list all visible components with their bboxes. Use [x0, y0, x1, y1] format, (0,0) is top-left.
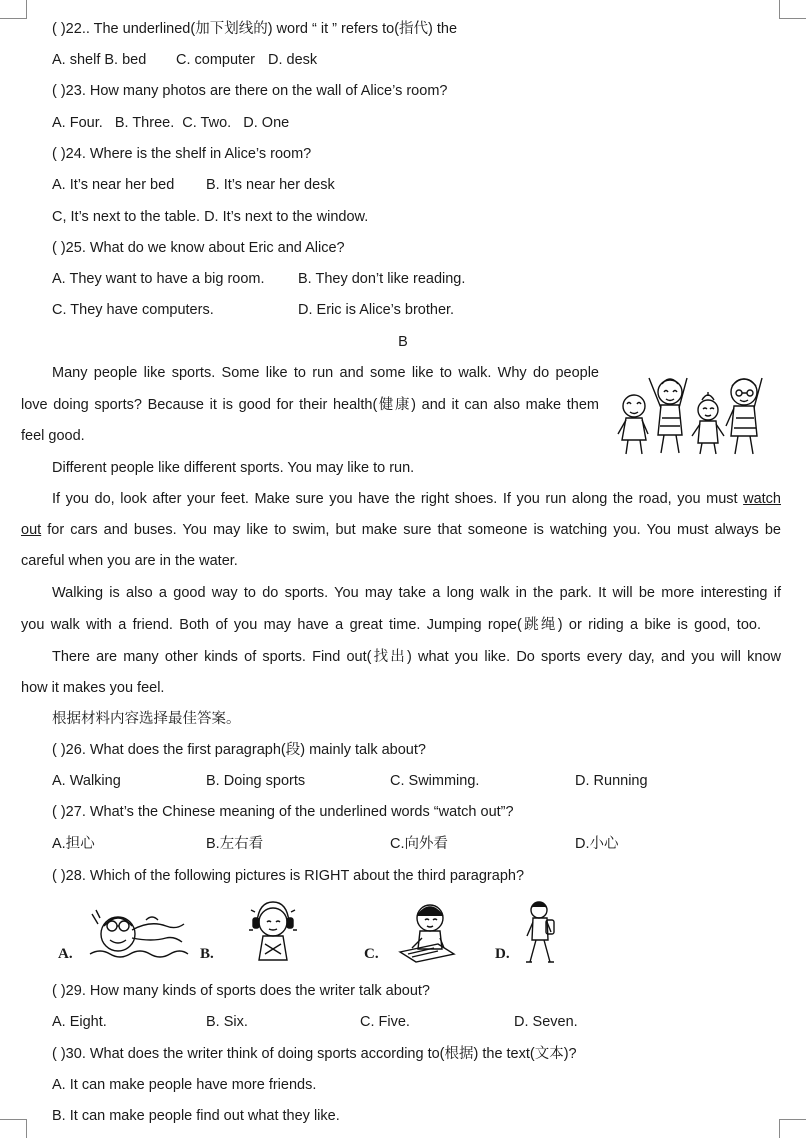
four-children-exercising-illustration	[612, 368, 772, 458]
q25-option-c: C. They have computers.	[52, 302, 214, 318]
q24-option-a: A. It’s near her bed	[52, 177, 175, 193]
q22-option-d: D. desk	[268, 52, 318, 68]
q29-option-c: C. Five.	[360, 1014, 410, 1030]
q27-option-d: D.小心	[575, 836, 619, 852]
crop-mark-bottom-left	[0, 1119, 27, 1138]
crop-mark-bottom-right	[779, 1119, 806, 1138]
q26-option-d: D. Running	[575, 773, 648, 789]
underlined-watch: watch	[743, 491, 781, 507]
q28-label-c: C.	[364, 946, 379, 962]
q24-stem: ( )24. Where is the shelf in Alice’s room?	[52, 146, 312, 162]
q22-option-ab: A. shelf B. bed	[52, 52, 147, 68]
passage-p1-line3: feel good.	[21, 428, 85, 444]
q25-option-d: D. Eric is Alice’s brother.	[298, 302, 455, 318]
passage-p1-line1: Many people like sports. Some like to run and some like to walk. Why do people	[52, 365, 599, 381]
q28-label-b: B.	[200, 946, 214, 962]
q25-stem: ( )25. What do we know about Eric and Alice?	[52, 240, 345, 256]
underlined-out: out	[21, 522, 42, 538]
passage-p3-line3: careful when you are in the water.	[21, 553, 238, 569]
passage-p5-line1: There are many other kinds of sports. Find out(找出) what you like. Do sports every day, and you will know	[52, 649, 781, 665]
section-b-heading: B	[398, 334, 408, 350]
q26-option-c: C. Swimming.	[390, 773, 480, 789]
q28-label-a: A.	[58, 946, 73, 962]
q30-option-b: B. It can make people find out what they like.	[52, 1108, 340, 1124]
passage-p3-line2-text: for cars and buses. You may like to swim, but make sure that someone is watching you. You must always be	[41, 522, 781, 538]
crop-mark-top-left	[0, 0, 27, 19]
passage-p3-line1-text: If you do, look after your feet. Make sure you have the right shoes. If you run along the road, you must	[52, 491, 744, 507]
boy-swimming-illustration	[86, 904, 190, 962]
instruction-text: 根据材料内容选择最佳答案。	[52, 711, 241, 727]
q27-option-a: A.担心	[52, 836, 95, 852]
passage-p5-line2: how it makes you feel.	[21, 680, 165, 696]
q24-option-cd: C, It’s next to the table. D. It’s next to the window.	[52, 209, 369, 225]
q25-option-b: B. They don’t like reading.	[298, 271, 466, 287]
q25-option-a: A. They want to have a big room.	[52, 271, 265, 287]
q27-option-c: C.向外看	[390, 836, 448, 852]
q29-option-b: B. Six.	[206, 1014, 248, 1030]
q29-option-a: A. Eight.	[52, 1014, 107, 1030]
q23-stem: ( )23. How many photos are there on the wall of Alice’s room?	[52, 83, 448, 99]
passage-p4-line2: you walk with a friend. Both of you may have a great time. Jumping rope(跳绳) or riding a bike is good, too.	[21, 617, 761, 633]
q30-stem: ( )30. What does the writer think of doing sports according to(根据) the text(文本)?	[52, 1046, 577, 1062]
q29-option-d: D. Seven.	[514, 1014, 578, 1030]
girl-writing-at-desk-illustration	[398, 900, 456, 964]
q26-option-b: B. Doing sports	[206, 773, 306, 789]
passage-p2: Different people like different sports. You may like to run.	[52, 460, 415, 476]
q27-stem: ( )27. What’s the Chinese meaning of the underlined words “watch out”?	[52, 804, 514, 820]
q26-stem: ( )26. What does the first paragraph(段) mainly talk about?	[52, 742, 426, 758]
q27-option-b: B.左右看	[206, 836, 264, 852]
passage-p3-line2	[21, 521, 781, 539]
q22-stem: ( )22.. The underlined(加下划线的) word “ it ” refers to(指代) the	[52, 21, 458, 37]
passage-p3-line1	[52, 490, 781, 508]
q24-option-b: B. It’s near her desk	[206, 177, 335, 193]
girl-listening-headphones-illustration	[245, 900, 301, 964]
q23-options: A. Four. B. Three. C. Two. D. One	[52, 115, 290, 131]
q28-label-d: D.	[495, 946, 510, 962]
crop-mark-top-right	[779, 0, 806, 19]
q29-stem: ( )29. How many kinds of sports does the writer talk about?	[52, 983, 430, 999]
q26-option-a: A. Walking	[52, 773, 121, 789]
boy-walking-with-bag-illustration	[522, 900, 558, 966]
passage-p1-line2: love doing sports? Because it is good for their health(健康) and it can also make them	[21, 397, 599, 413]
q28-stem: ( )28. Which of the following pictures is RIGHT about the third paragraph?	[52, 868, 525, 884]
passage-p4-line1: Walking is also a good way to do sports. You may take a long walk in the park. It will be more interesting if	[52, 585, 781, 601]
q30-option-a: A. It can make people have more friends.	[52, 1077, 317, 1093]
q22-option-c: C. computer	[176, 52, 255, 68]
